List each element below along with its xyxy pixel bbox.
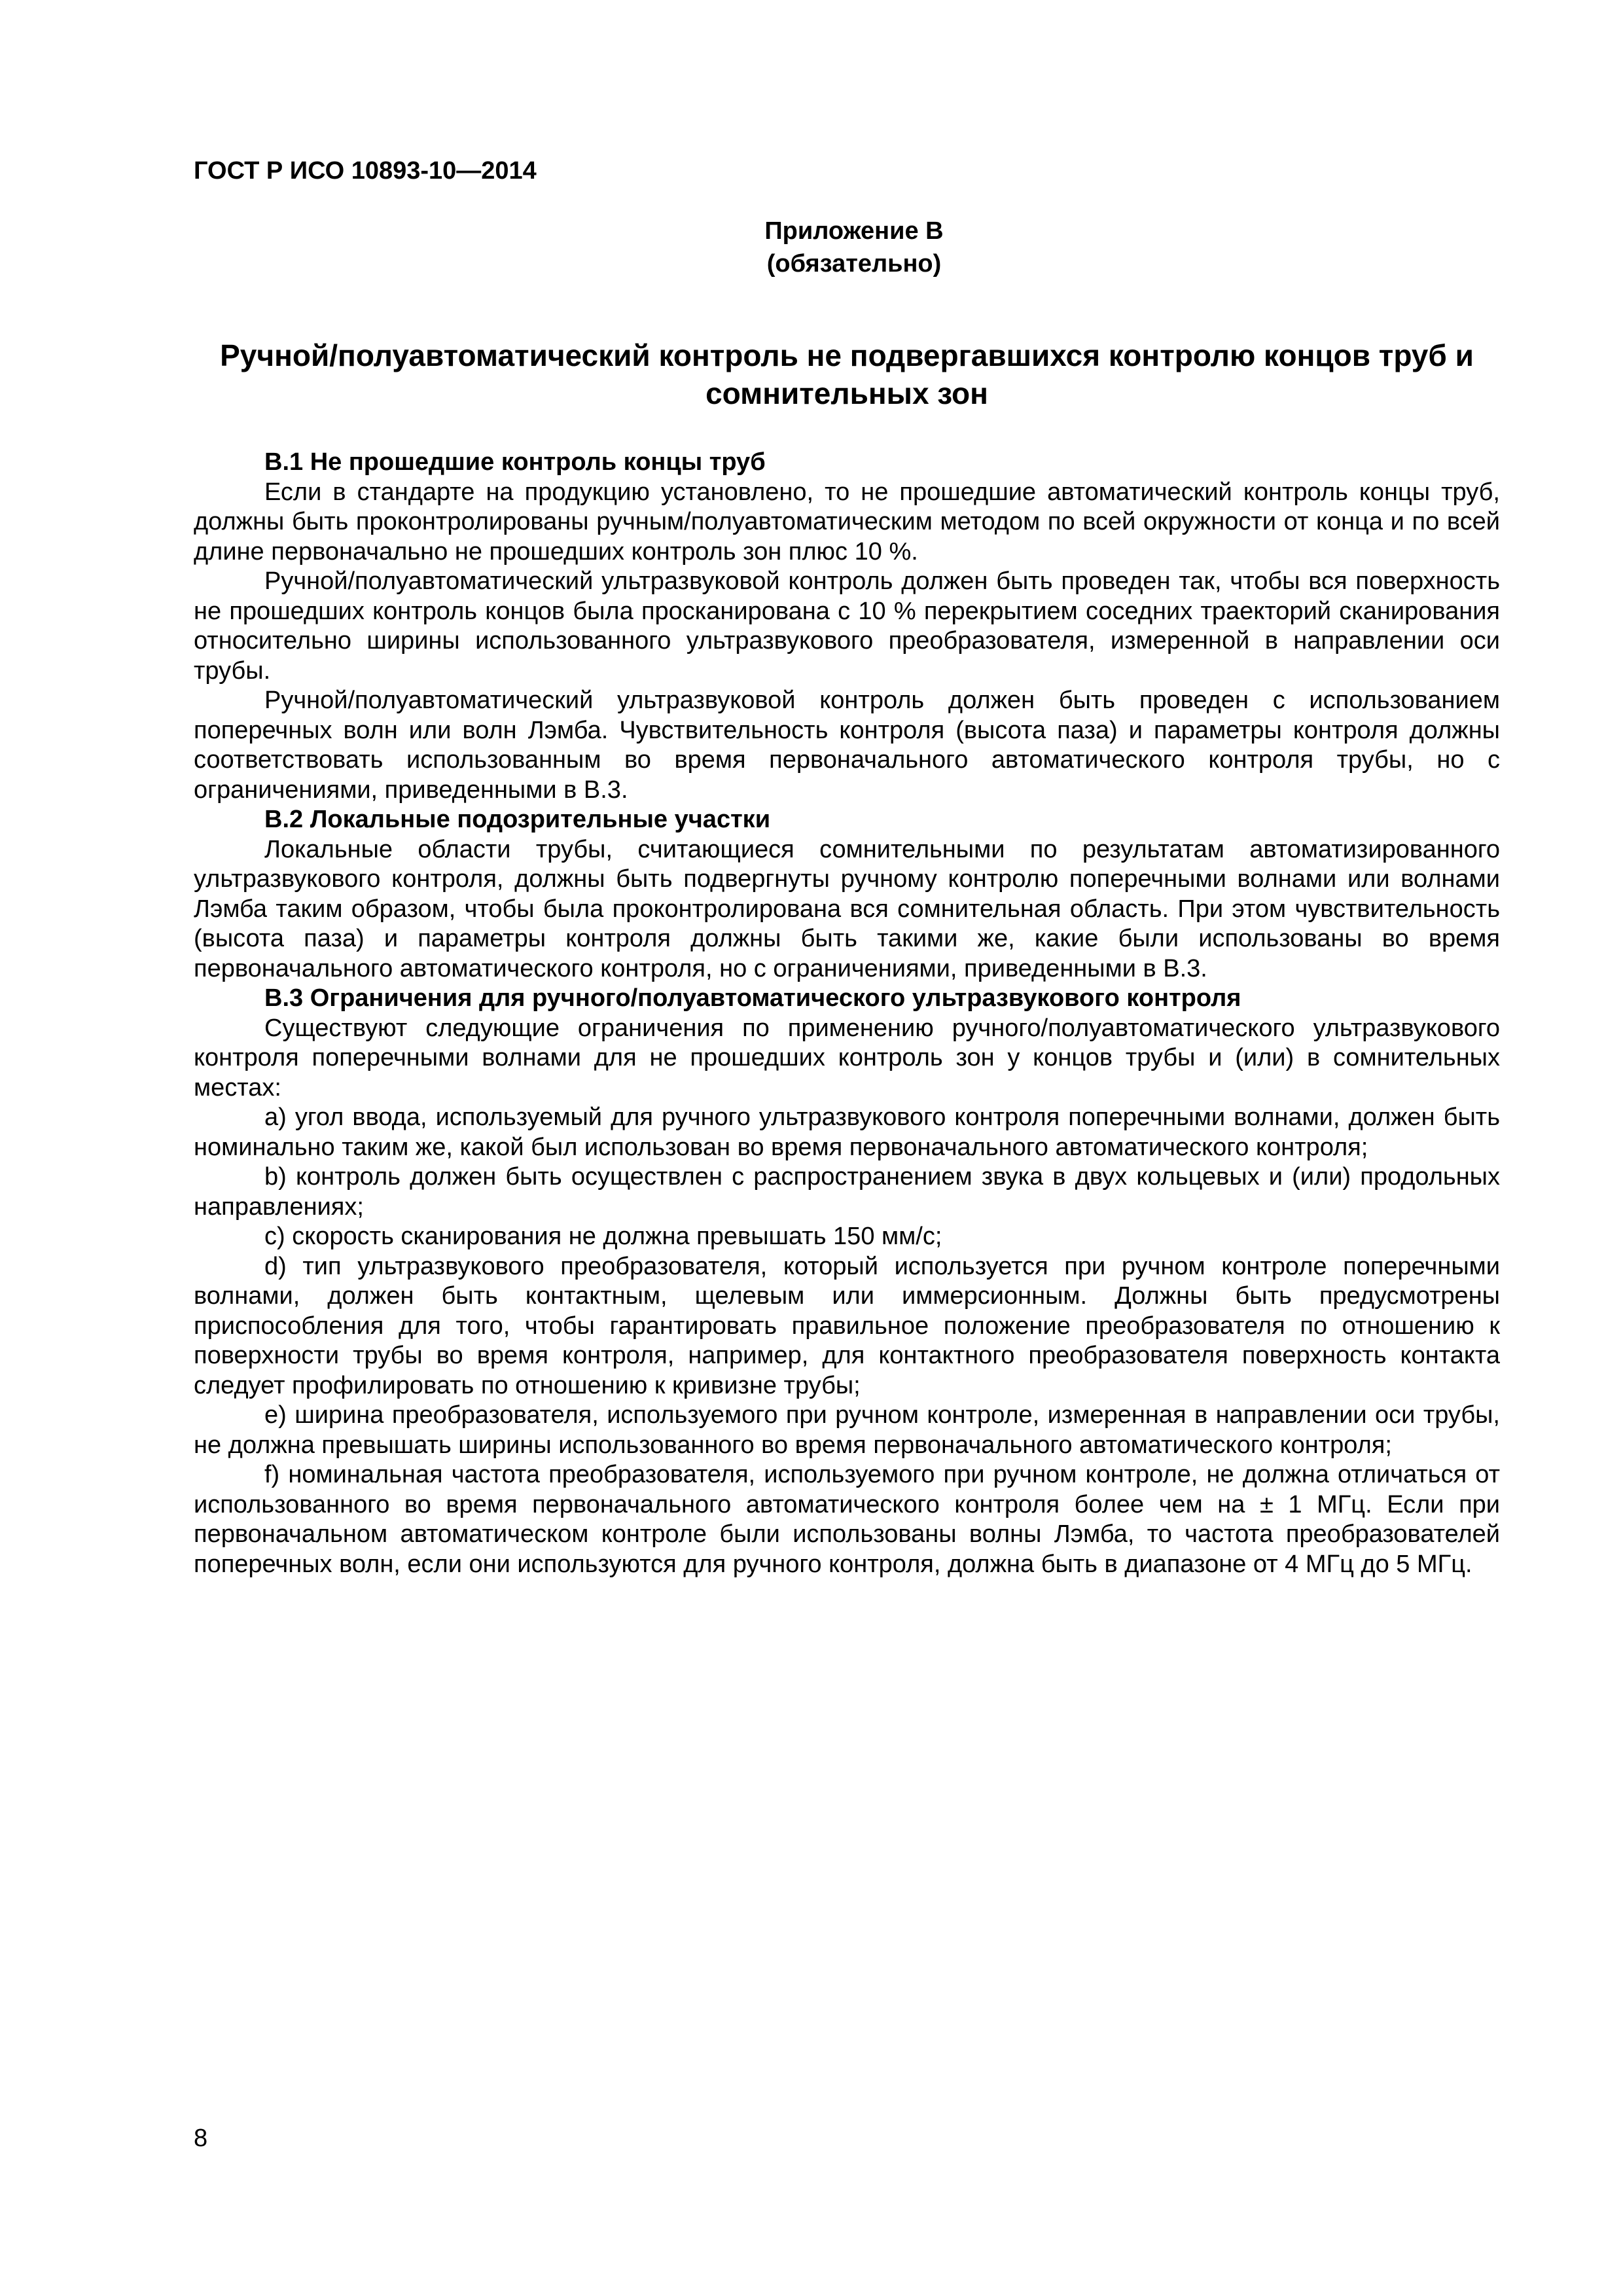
document-body [194, 448, 1500, 1579]
list-item-a: a) угол ввода, используемый для ручного ультразвукового контроля поперечными волнами, должен быть номинально таким же, какой был использован во время первоначального автоматического контроля; [194, 1103, 1500, 1161]
list-item-d: d) тип ультразвукового преобразователя, который используется при ручном контроле поперечными волнами, должен быть контактным, щелевым или иммерсионным. Должны быть предусмотрены приспособления для того, чтобы гарантировать правильное положение преобразователя по отношению к поверхности трубы во время контроля, например, для контактного преобразователя поверхность контакта следует профилировать по отношению к кривизне трубы; [194, 1252, 1500, 1399]
list-item-e: e) ширина преобразователя, используемого при ручном контроле, измеренная в направлении оси трубы, не должна превышать ширины использованного во время первоначального автоматического контроля; [194, 1401, 1500, 1459]
paragraph: Если в стандарте на продукцию установлено, то не прошедшие автоматический контроль концы труб, должны быть проконтролированы ручным/полуавтоматическим методом по всей окружности от конца и по всей длине первоначально не прошедших контроль зон плюс 10 %. [194, 478, 1500, 565]
list-item-f: f) номинальная частота преобразователя, используемого при ручном контроле, не должна отличаться от использованного во время первоначального автоматического контроля более чем на ± 1 МГц. Если при первоначальном автоматическом контроле были использованы волны Лэмба, то частота преобразователей поперечных волн, если они используются для ручного контроля, должна быть в диапазоне от 4 МГц до 5 МГц. [194, 1461, 1500, 1578]
page-number: 8 [194, 2125, 208, 2152]
section-heading-b3: В.3 Ограничения для ручного/полуавтоматического ультразвукового контроля [264, 984, 1241, 1012]
list-item-c: c) скорость сканирования не должна превышать 150 мм/с; [264, 1223, 942, 1250]
section-heading-b2: В.2 Локальные подозрительные участки [264, 806, 771, 833]
paragraph: Существуют следующие ограничения по применению ручного/полуавтоматического ультразвукового контроля поперечными волнами для не прошедших контроль зон у концов трубы и (или) в сомнительных местах: [194, 1014, 1500, 1102]
annex-label: Приложение В [764, 217, 944, 245]
annex-header [0, 215, 1623, 280]
list-item-b: b) контроль должен быть осуществлен с распространением звука в двух кольцевых и (или) продольных направлениях; [194, 1163, 1500, 1221]
paragraph: Ручной/полуавтоматический ультразвуковой контроль должен быть проведен с использованием поперечных волн или волн Лэмба. Чувствительность контроля (высота паза) и параметры контроля должны соответствовать использованным во время первоначального автоматического контроля трубы, но с ограничениями, приведенными в В.3. [194, 687, 1500, 804]
section-heading-b1: В.1 Не прошедшие контроль концы труб [264, 448, 766, 476]
annex-status: (обязательно) [766, 250, 942, 278]
annex-title: Ручной/полуавтоматический контроль не подвергавшихся контролю концов труб и сомнительных зон [220, 338, 1474, 410]
paragraph: Ручной/полуавтоматический ультразвуковой контроль должен быть проведен так, чтобы вся поверхность не прошедших контроль концов была просканирована с 10 % перекрытием соседних траекторий сканирования относительно ширины использованного ультразвукового преобразователя, измеренной в направлении оси трубы. [194, 567, 1500, 685]
paragraph: Локальные области трубы, считающиеся сомнительными по результатам автоматизированного ультразвукового контроля, должны быть подвергнуты ручному контролю поперечными волнами или волнами Лэмба таким образом, чтобы была проконтролирована вся сомнительная область. При этом чувствительность (высота паза) и параметры контроля должны быть такими же, какие были использованы во время первоначального автоматического контроля, но с ограничениями, приведенными в В.3. [194, 835, 1500, 982]
document-code: ГОСТ Р ИСО 10893-10—2014 [194, 157, 537, 185]
